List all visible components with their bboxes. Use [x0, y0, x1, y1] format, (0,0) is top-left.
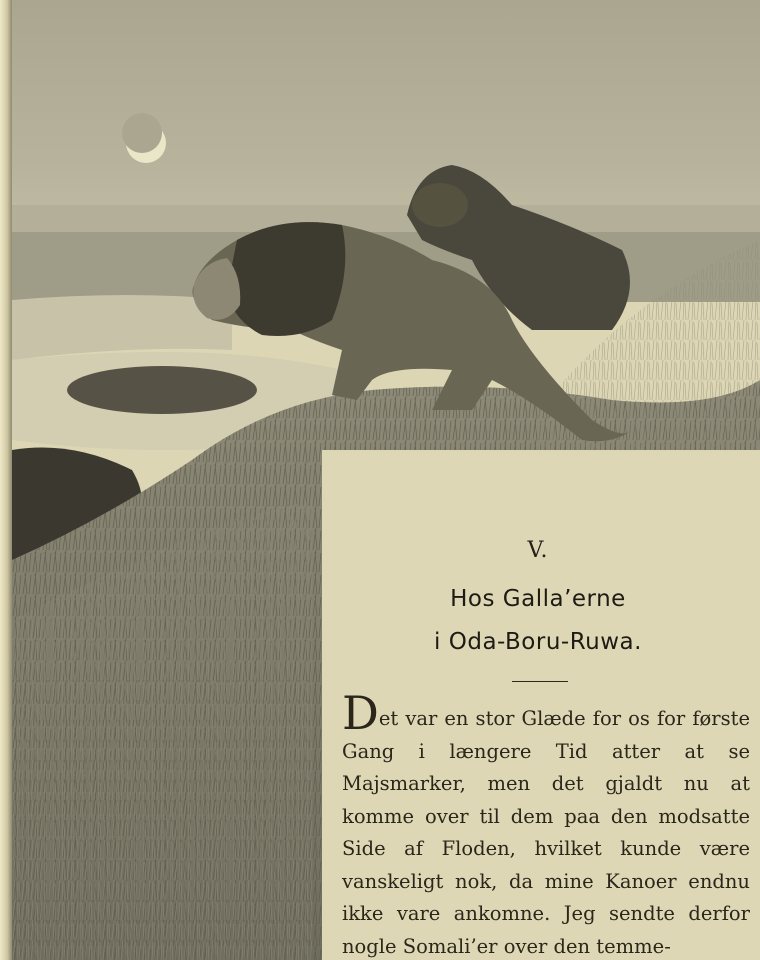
page-gutter [0, 0, 12, 960]
water-shadow [67, 366, 257, 414]
body-text [342, 686, 750, 960]
section-rule [512, 681, 568, 682]
chapter-number: V. [527, 538, 549, 563]
sky [12, 0, 760, 240]
body-paragraph [342, 686, 750, 960]
paragraph-text: et var en stor Glæde for os for første Gang i længere Tid atter at se Majsmarker, men det gjaldt nu at komme over til dem paa den modsatte Side af Floden, hvilket kunde være vanskeligt nok, da mine Kanoer endnu ikke vare ankomne. Jeg sendte derfor nogle Somali’er over den temme- [342, 707, 750, 958]
chapter-title-line2: i Oda-Boru-Ruwa. [434, 629, 642, 655]
text-panel [322, 452, 760, 960]
chapter-title-line1: Hos Galla’erne [450, 586, 626, 612]
horizon [12, 205, 760, 235]
drop-cap: D [342, 686, 379, 740]
